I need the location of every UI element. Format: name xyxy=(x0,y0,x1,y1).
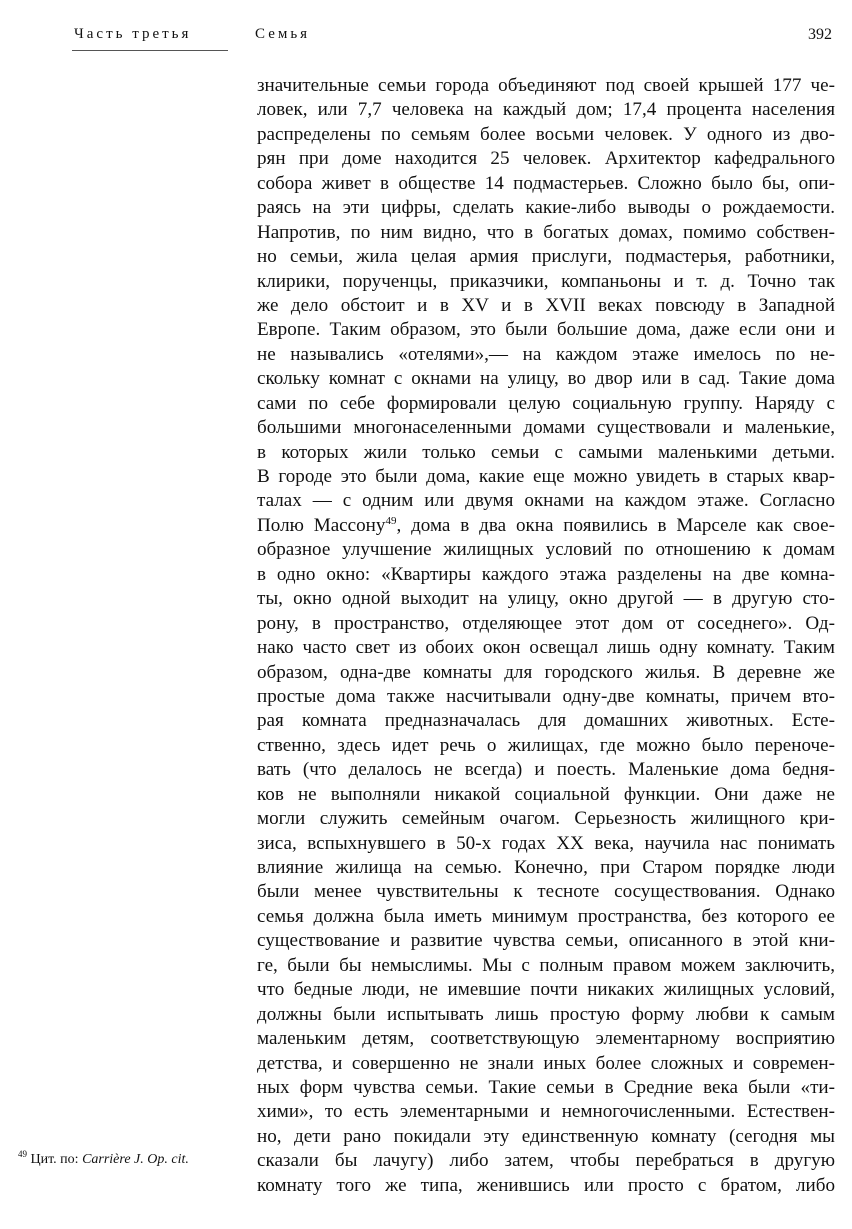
text-line: нако часто свет из обоих окон освещал лишь одну комнату. Таким xyxy=(257,637,835,659)
line-text-after-ref: , дома в два окна появились в Марселе как свое- xyxy=(396,514,835,536)
text-line: ге, были бы немыслимы. Мы с полным правом можем заключить, xyxy=(257,954,835,976)
text-line: ловек, или 7,7 человека на каждый дом; 17,4 процента населения xyxy=(257,99,835,121)
text-line: вать (что делалось не всегда) и поесть. Маленькие дома бедня- xyxy=(257,759,835,781)
text-line: клирики, порученцы, приказчики, компаньоны и т. д. Точно так xyxy=(257,270,835,292)
text-line: скольку комнат с окнами на улицу, во двор или в сад. Такие дома xyxy=(257,368,835,390)
text-line: но семьи, жила целая армия прислуги, подмастерья, работники, xyxy=(257,246,835,268)
page-number: 392 xyxy=(808,26,832,43)
footnote-reference[interactable]: 49 xyxy=(385,514,397,527)
header-part-title: Часть третья xyxy=(74,26,192,42)
text-line: большими многонаселенными домами существовали и маленькие, xyxy=(257,417,835,439)
text-line: существование и развитие чувства семьи, описанного в этой кни- xyxy=(257,930,835,952)
body-text xyxy=(257,74,835,1198)
text-line: В городе это были дома, какие еще можно увидеть в старых квар- xyxy=(257,466,835,487)
text-line: же дело обстоит и в XV и в XVII веках повсюду в Западной xyxy=(257,294,835,316)
text-line: не назывались «отелями»,— на каждом этаже имелось по не- xyxy=(257,343,835,365)
text-line: значительные семьи города объединяют под своей крышей 177 че- xyxy=(257,75,835,96)
line-text-before-ref: Полю Массону xyxy=(257,514,386,536)
text-line: сами по себе формировали целую социальную группу. Наряду с xyxy=(257,392,835,414)
text-line: простые дома также насчитывали одну-две комнаты, причем вто- xyxy=(257,685,835,707)
footnote-citation: Carrière J. Op. cit. xyxy=(82,1152,189,1167)
text-line: маленьким детям, соответствующую элементарному восприятию xyxy=(257,1028,835,1050)
text-line: рону, в пространство, отделяющее этот дом от соседнего». Од- xyxy=(257,612,835,634)
text-line: образное улучшение жилищных условий по отношению к домам xyxy=(257,539,835,561)
text-line: ственно, здесь идет речь о жилищах, где можно было переноче- xyxy=(257,734,835,756)
text-line: в одно окно: «Квартиры каждого этажа разделены на две комна- xyxy=(257,563,835,585)
text-line: Напротив, по ним видно, что в богатых домах, помимо собствен- xyxy=(257,221,835,243)
text-line: ты, окно одной выходит на улицу, окно другой — в другую сто- xyxy=(257,588,835,610)
text-line: хими», то есть элементарными и немногочисленными. Естествен- xyxy=(257,1101,835,1123)
text-line: детства, и совершенно не знали иных более сложных и современ- xyxy=(257,1052,835,1074)
header-chapter-title: Семья xyxy=(255,26,311,42)
text-line: семья должна была иметь минимум пространства, без которого ее xyxy=(257,905,835,927)
text-line: влияние жилища на семью. Конечно, при Старом порядке люди xyxy=(257,857,835,878)
text-line: собора живет в обществе 14 подмастерьев. Сложно было бы, опи- xyxy=(257,172,835,194)
text-line: что бедные люди, не имевшие почти никаких жилищных условий, xyxy=(257,979,835,1001)
text-line: в которых жили только семьи с самыми маленькими детьми. xyxy=(257,441,835,463)
text-line: комнату того же типа, женившись или просто с братом, либо xyxy=(257,1174,835,1196)
text-line: рян при доме находится 25 человек. Архитектор кафедрального xyxy=(257,148,835,170)
footnote-marker: 49 xyxy=(18,1149,27,1159)
footnote-prefix: Цит. по: xyxy=(30,1152,83,1167)
footnote xyxy=(18,1149,243,1168)
text-line: были менее чувствительны к тесноте сосуществования. Однако xyxy=(257,881,835,903)
text-line: ных форм чувства семьи. Такие семьи в Средние века были «ти- xyxy=(257,1076,835,1098)
text-line: зиса, вспыхнувшего в 50-х годах XX века, научила нас понимать xyxy=(257,832,835,854)
text-line: распределены по семьям более восьми человек. У одного из дво- xyxy=(257,123,835,145)
text-line: должны были испытывать лишь простую форму любви к самым xyxy=(257,1003,835,1025)
text-line: ков не выполняли никакой социальной функции. Они даже не xyxy=(257,783,835,805)
text-line-with-footnote-ref xyxy=(257,514,835,538)
text-line: образом, одна-две комнаты для городского жилья. В деревне же xyxy=(257,661,835,683)
text-line: талах — с одним или двумя окнами на каждом этаже. Согласно xyxy=(257,490,835,512)
text-line: Европе. Таким образом, это были большие дома, даже если они и xyxy=(257,319,835,341)
text-line: но, дети рано покидали эту единственную комнату (сегодня мы xyxy=(257,1125,835,1147)
text-line: могли служить семейным очагом. Серьезность жилищного кри- xyxy=(257,808,835,830)
text-line: сказали бы лачугу) либо затем, чтобы перебраться в другую xyxy=(257,1150,835,1172)
text-line: раясь на эти цифры, сделать какие-либо выводы о рождаемости. xyxy=(257,197,835,219)
text-line: рая комната предназначалась для домашних животных. Есте- xyxy=(257,710,835,732)
header-rule xyxy=(72,50,228,51)
